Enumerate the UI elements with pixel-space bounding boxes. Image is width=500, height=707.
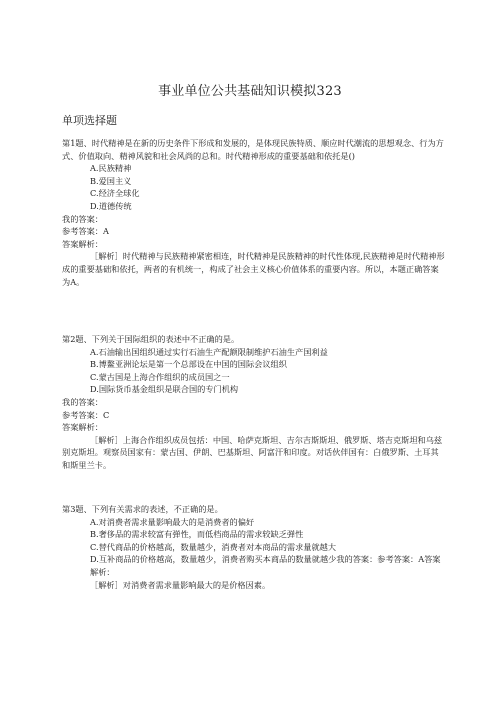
document-title: 事业单位公共基础知识模拟323 (158, 84, 342, 99)
section-heading: 单项选择题 (62, 114, 117, 127)
analysis-text: ［解析］上海合作组织成员包括：中国、哈萨克斯坦、吉尔吉斯斯坦、俄罗斯、塔吉克斯坦和乌兹别克斯坦。观察员国家有：蒙古国、伊朗、巴基斯坦、阿富汗和印度。对话伙伴国有：白俄罗斯、土耳其和斯里兰卡。 (62, 434, 443, 470)
reference-answer: 参考答案：C (62, 409, 110, 420)
question-3 (62, 503, 446, 591)
option-b: B.爱国主义 (90, 175, 132, 186)
option-a: A.石油输出国组织通过实行石油生产配额限制维护石油生产国利益 (90, 346, 328, 357)
option-d-with-answer: D.互补商品的价格越高，数量越少，消费者购买本商品的数量就越少我的答案：参考答案：A答案解析： (90, 554, 441, 577)
my-answer-label: 我的答案： (62, 396, 103, 407)
option-a: A.对消费者需求量影响最大的是消费者的偏好 (90, 516, 255, 527)
option-c: C.蒙古国是上海合作组织的成员国之一 (90, 371, 230, 382)
option-d: D.道德传统 (90, 200, 132, 211)
option-b: B.博鳌亚洲论坛是第一个总部设在中国的国际会议组织 (90, 359, 287, 370)
question-1 (62, 137, 446, 288)
option-c: C.经济全球化 (90, 188, 140, 199)
option-d: D.国际货币基金组织是联合国的专门机构 (90, 384, 239, 395)
question-stem: 第1题、时代精神是在新的历史条件下形成和发展的，是体现民族特质、顺应时代潮流的思想观念、行为方式、价值取向、精神风貌和社会风尚的总和。时代精神形成的重要基础和依托是() (62, 138, 444, 161)
question-2 (62, 333, 446, 472)
question-stem: 第2题、下列关于国际组织的表述中不正确的是。 (62, 334, 240, 344)
reference-answer: 参考答案：A (62, 226, 109, 237)
analysis-label: 答案解析： (62, 422, 103, 433)
analysis-text: ［解析］对消费者需求量影响最大的是价格因素。 (90, 579, 271, 590)
analysis-label: 答案解析： (62, 238, 103, 249)
option-a: A.民族精神 (90, 163, 132, 174)
my-answer-label: 我的答案： (62, 213, 103, 224)
option-b: B.奢侈品的需求较富有弹性，而低档商品的需求较缺乏弹性 (90, 529, 304, 540)
question-stem: 第3题、下列有关需求的表述，不正确的是。 (62, 504, 223, 514)
analysis-text: ［解析］时代精神与民族精神紧密相连，时代精神是民族精神的时代性体现,民族精神是时代精神形成的重要基础和依托，两者的有机统一，构成了社会主义核心价值体系的重要内容。所以，本题正确答案为A。 (62, 251, 445, 287)
option-c: C.替代商品的价格越高，数量越少，消费者对本商品的需求量就越大 (90, 541, 337, 552)
